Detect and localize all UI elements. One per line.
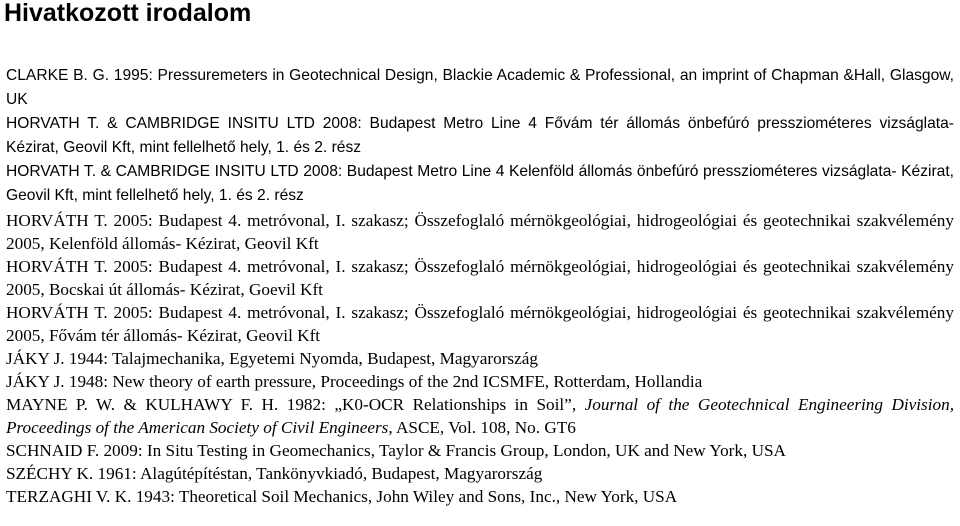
- reference-item: TERZAGHI V. K. 1943: Theoretical Soil Mechanics, John Wiley and Sons, Inc., New York, USA: [6, 487, 678, 506]
- page-title: Hivatkozott irodalom: [4, 0, 252, 27]
- reference-item: HORVÁTH T. 2005: Budapest 4. metróvonal, I. szakasz; Összefoglaló mérnökgeológiai, hidrogeológiai és geotechnikai szakvélemény 2005, Fővám tér állomás- Kézirat, Geovil Kft: [6, 303, 954, 345]
- reference-item: CLARKE B. G. 1995: Pressuremeters in Geotechnical Design, Blackie Academic & Professional, an imprint of Chapman &Hall, Glasgow, UK: [6, 67, 954, 108]
- reference-item: JÁKY J. 1944: Talajmechanika, Egyetemi Nyomda, Budapest, Magyarország: [6, 349, 538, 368]
- reference-item: JÁKY J. 1948: New theory of earth pressure, Proceedings of the 2nd ICSMFE, Rotterdam, Hollandia: [6, 372, 703, 391]
- reference-item: HORVÁTH T. 2005: Budapest 4. metróvonal, I. szakasz; Összefoglaló mérnökgeológiai, hidrogeológiai és geotechnikai szakvélemény 2005, Bocskai út állomás- Kézirat, Goevil Kft: [6, 257, 954, 299]
- journal-title: Journal of the Geotechnical Engineering Division, Proceedings of the American Society of Civil Engineers: [6, 395, 955, 437]
- reference-item: HORVATH T. & CAMBRIDGE INSITU LTD 2008: Budapest Metro Line 4 Kelenföld állomás önbefúró pressziométeres vizságlata- Kézirat, Geovil Kft, mint fellelhető hely, 1. és 2. rész: [6, 163, 954, 204]
- reference-item: HORVATH T. & CAMBRIDGE INSITU LTD 2008: Budapest Metro Line 4 Fővám tér állomás önbefúró pressziométeres vizságlata- Kézirat, Geovil Kft, mint fellelhető hely, 1. és 2. rész: [6, 115, 954, 156]
- reference-item: SZÉCHY K. 1961: Alagútépítéstan, Tankönyvkiadó, Budapest, Magyarország: [6, 464, 543, 483]
- reference-item: HORVÁTH T. 2005: Budapest 4. metróvonal, I. szakasz; Összefoglaló mérnökgeológiai, hidrogeológiai és geotechnikai szakvélemény 2005, Kelenföld állomás- Kézirat, Geovil Kft: [6, 211, 954, 253]
- reference-list: [6, 64, 954, 508]
- reference-item: SCHNAID F. 2009: In Situ Testing in Geomechanics, Taylor & Francis Group, London, UK and New York, USA: [6, 441, 786, 460]
- reference-text: MAYNE P. W. & KULHAWY F. H. 1982: „K0-OCR Relationships in Soil”,: [6, 395, 585, 414]
- reference-item: [6, 393, 954, 439]
- reference-text: , ASCE, Vol. 108, No. GT6: [388, 418, 576, 437]
